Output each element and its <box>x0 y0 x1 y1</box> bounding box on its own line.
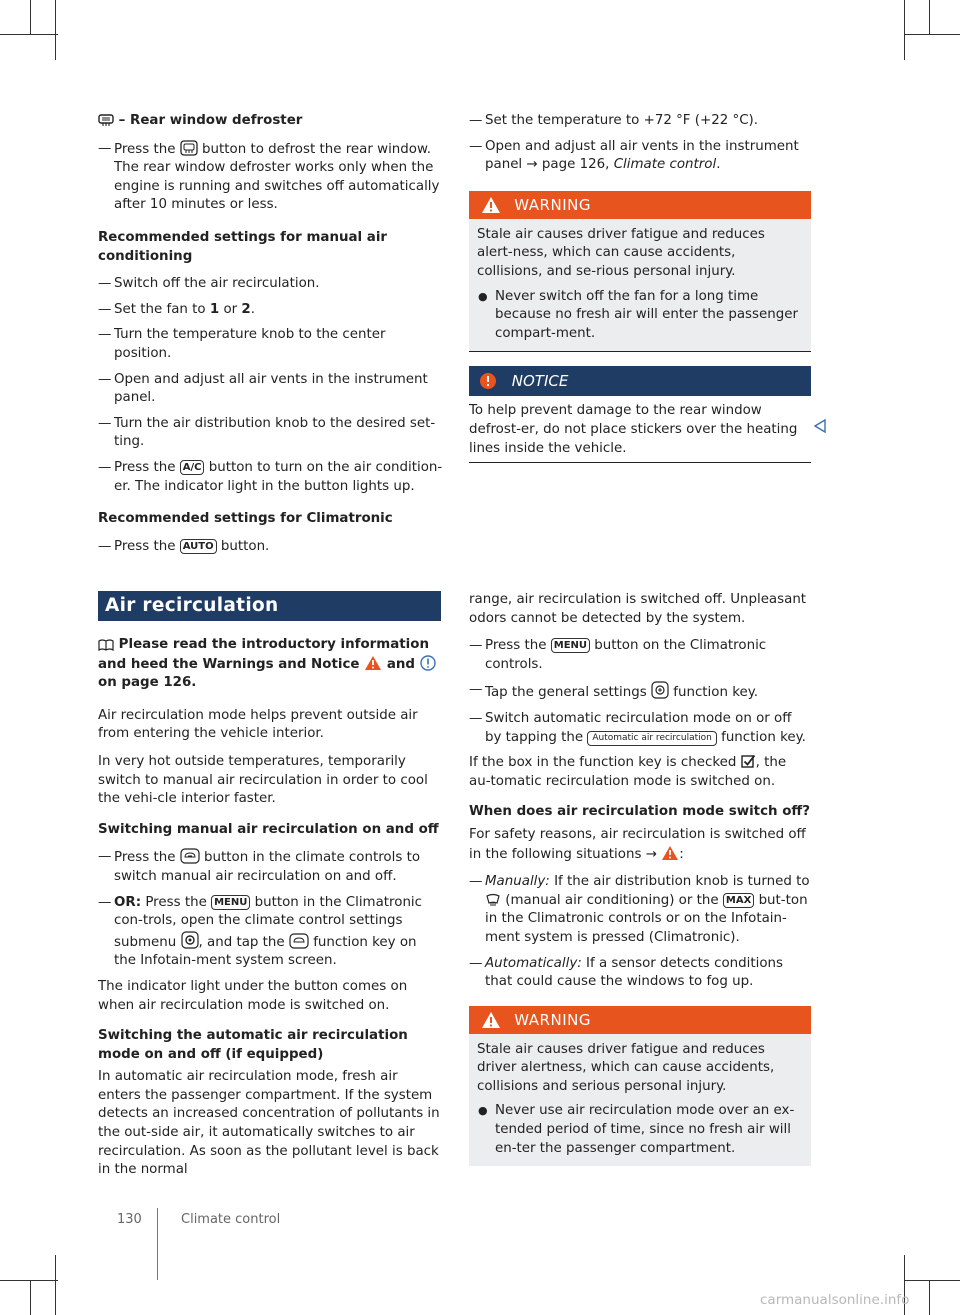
text: . <box>250 301 256 317</box>
text: : <box>679 846 684 862</box>
text: Press the <box>485 638 547 654</box>
paragraph: range, air recirculation is switched off. Unpleasant odors cannot be detected by the system. <box>469 592 807 626</box>
checkbox-checked-icon <box>741 754 756 769</box>
crop-mark <box>904 0 905 60</box>
warning-header <box>469 191 811 219</box>
defroster-heading-text: – Rear window defroster <box>118 113 303 128</box>
text: function key on the Infotain-ment system screen. <box>114 934 417 969</box>
paragraph <box>469 754 811 791</box>
list-item <box>469 710 811 747</box>
windshield-defrost-icon <box>485 893 501 907</box>
warning-body <box>469 219 811 352</box>
list-item: — Open and adjust all air vents in the instrument panel. <box>98 371 443 408</box>
text: or <box>223 301 238 317</box>
text: . <box>716 157 721 173</box>
warning-body <box>469 1034 811 1167</box>
text: (manual air conditioning) or the <box>505 892 719 908</box>
paragraph: The indicator light under the button comes on when air recirculation mode is switched on. <box>98 978 408 1013</box>
text: Press the <box>114 459 176 475</box>
text: but-ton in the Climatronic controls or on the Infotain-ment system is pressed (Climatronic). <box>485 892 808 945</box>
list-item <box>98 538 443 557</box>
manual-ac-heading: Recommended settings for manual air conditioning <box>98 229 388 264</box>
text: and <box>386 656 415 672</box>
text: Tap the general settings <box>485 685 647 701</box>
paragraph <box>469 826 811 864</box>
paragraph: In automatic air recirculation mode, fresh air enters the passenger compartment. If the system detects an increased concentration of pollutants in the out-side air, it automatically switches to air recirculation. As soon as the pollutant level is back in the normal <box>98 1069 440 1178</box>
text: If the air distribution knob is turned to <box>554 874 810 890</box>
list-item <box>469 637 811 674</box>
text: Press the <box>114 850 176 866</box>
switch-off-heading: When does air recirculation mode switch off? <box>469 804 811 820</box>
notice-label: NOTICE <box>511 372 569 391</box>
text: Set the fan to <box>114 301 206 317</box>
arrow-right-icon: → <box>526 157 538 173</box>
crop-mark <box>30 1280 31 1315</box>
end-of-section-icon <box>814 419 826 433</box>
list-item: — Turn the temperature knob to the center position. <box>98 326 443 363</box>
footer-divider <box>157 1208 158 1280</box>
crop-mark <box>904 34 960 35</box>
notice-icon <box>479 372 497 390</box>
menu-button-icon: MENU <box>551 638 590 653</box>
warning-header <box>469 1006 811 1034</box>
text: Press the <box>114 538 176 554</box>
divider <box>469 351 811 352</box>
ac-button-icon: A/C <box>180 460 205 475</box>
rear-defroster-icon <box>98 113 114 127</box>
text: function key. <box>721 729 806 745</box>
text: Open and adjust all air vents in the instrument panel <box>485 138 799 173</box>
warning-bullet: ● Never switch off the fan for a long time because no fresh air will enter the passenger compart-ment. <box>477 288 803 344</box>
text: button on the Climatronic controls. <box>485 638 767 672</box>
warning-text: Stale air causes driver fatigue and reduces driver alertness, which can cause accidents, collisions and serious personal injury. <box>477 1041 775 1094</box>
warning-text: Stale air causes driver fatigue and reduces alert-ness, which can cause accidents, collisions, and se-rious personal injury. <box>477 226 765 279</box>
defroster-instruction <box>98 140 443 215</box>
list-item <box>469 955 811 992</box>
recirculation-key-icon <box>289 933 309 949</box>
max-defrost-button-icon: MAX <box>723 893 754 908</box>
intro-note <box>98 636 441 693</box>
list-item <box>469 138 811 175</box>
right-top-column <box>469 112 811 463</box>
warning-label: WARNING <box>514 1010 591 1029</box>
text: If the box in the function key is checked <box>469 755 737 771</box>
crop-mark <box>929 0 930 34</box>
crop-mark <box>30 0 31 34</box>
manual-recirc-heading: Switching manual air recirculation on and off <box>98 821 439 837</box>
text: , the au-tomatic recirculation mode is switched on. <box>469 755 787 789</box>
paragraph: In very hot outside temperatures, temporarily switch to manual air recirculation in order to cool the vehi-cle interior faster. <box>98 753 428 807</box>
text: Press the <box>145 894 207 910</box>
text: on page 126. <box>98 675 197 691</box>
list-item <box>98 301 443 320</box>
text: Press the <box>114 141 176 157</box>
list-item <box>98 848 441 886</box>
page-number: 130 <box>117 1212 142 1227</box>
section-title: Air recirculation <box>98 591 441 621</box>
notice-icon <box>420 655 436 671</box>
left-top-column <box>98 112 443 563</box>
text: Switch automatic recirculation mode on or off by tapping the <box>485 710 792 745</box>
warning-box <box>469 1006 811 1167</box>
auto-button-icon: AUTO <box>180 539 217 554</box>
chapter-title: Climate control <box>181 1212 281 1227</box>
page-reference: page 126, <box>541 157 610 173</box>
crop-mark <box>55 1255 56 1315</box>
climatronic-heading: Recommended settings for Climatronic <box>98 511 393 527</box>
warning-triangle-icon <box>481 1011 501 1029</box>
book-icon <box>98 639 114 651</box>
fan-level-2: 2 <box>241 301 251 317</box>
or-label: OR: <box>114 894 142 910</box>
arrow-right-icon: → <box>645 846 657 862</box>
warning-box <box>469 191 811 352</box>
text: button in the climate controls to switch manual air recirculation on and off. <box>114 850 421 884</box>
text: For safety reasons, air recirculation is switched off in the following situations <box>469 826 806 862</box>
climate-settings-icon <box>181 931 199 949</box>
crop-mark <box>0 1280 58 1281</box>
text: button to turn on the air condition-er. The indicator light in the button lights up. <box>114 459 443 494</box>
text: button to defrost the rear window. The rear window defroster works only when the engine is running and switches off automatically after 10 minutes or less. <box>114 141 440 213</box>
rear-defroster-button-icon <box>180 140 198 156</box>
warning-bullet: ● Never use air recirculation mode over an ex-tended period of time, since no fresh air will en-ter the passenger compartment. <box>477 1102 803 1158</box>
left-bottom-column <box>98 636 441 1189</box>
text: If a sensor detects conditions that could cause the windows to fog up. <box>485 955 784 990</box>
list-item: — Turn the air distribution knob to the desired set-ting. <box>98 415 443 452</box>
text: button in the Climatronic con-trols, open the climate control settings submenu <box>114 894 423 950</box>
list-item <box>98 459 443 496</box>
text: button. <box>220 538 270 554</box>
warning-triangle-icon <box>481 196 501 214</box>
fan-level-1: 1 <box>209 301 220 317</box>
crop-mark <box>904 1280 960 1281</box>
automatically-label: Automatically: <box>485 955 582 971</box>
chapter-reference: Climate control <box>613 157 717 173</box>
warning-label: WARNING <box>514 195 591 214</box>
automatic-recirculation-key: Automatic air recirculation <box>587 731 717 746</box>
warning-triangle-icon <box>661 845 679 861</box>
crop-mark <box>55 0 56 60</box>
manually-label: Manually: <box>485 874 550 890</box>
right-bottom-column <box>469 591 811 1166</box>
crop-mark <box>929 1280 930 1315</box>
auto-recirc-heading: Switching the automatic air recirculation mode on and off (if equipped) <box>98 1028 408 1062</box>
paragraph: Air recirculation mode helps prevent outside air from entering the vehicle interior. <box>98 707 418 742</box>
text: Please read the introductory information and heed the Warnings and Notice <box>98 637 429 672</box>
menu-button-icon: MENU <box>211 895 250 910</box>
notice-text: To help prevent damage to the rear window defrost-er, do not place stickers over the heating lines inside the vehicle. <box>469 396 811 463</box>
notice-header <box>469 366 811 396</box>
watermark: carmanualsonline.info <box>760 1292 910 1308</box>
defroster-heading <box>98 112 443 131</box>
list-item <box>98 894 441 971</box>
list-item <box>469 681 811 703</box>
warning-triangle-icon <box>364 655 382 671</box>
recirculation-button-icon <box>180 848 200 864</box>
list-item: — Switch off the air recirculation. <box>98 275 443 294</box>
general-settings-icon <box>651 681 669 699</box>
crop-mark <box>0 34 58 35</box>
list-item: — Set the temperature to +72 °F (+22 °C). <box>469 112 811 131</box>
text: , and tap the <box>198 934 285 950</box>
text: function key. <box>673 685 758 701</box>
list-item <box>469 873 811 947</box>
